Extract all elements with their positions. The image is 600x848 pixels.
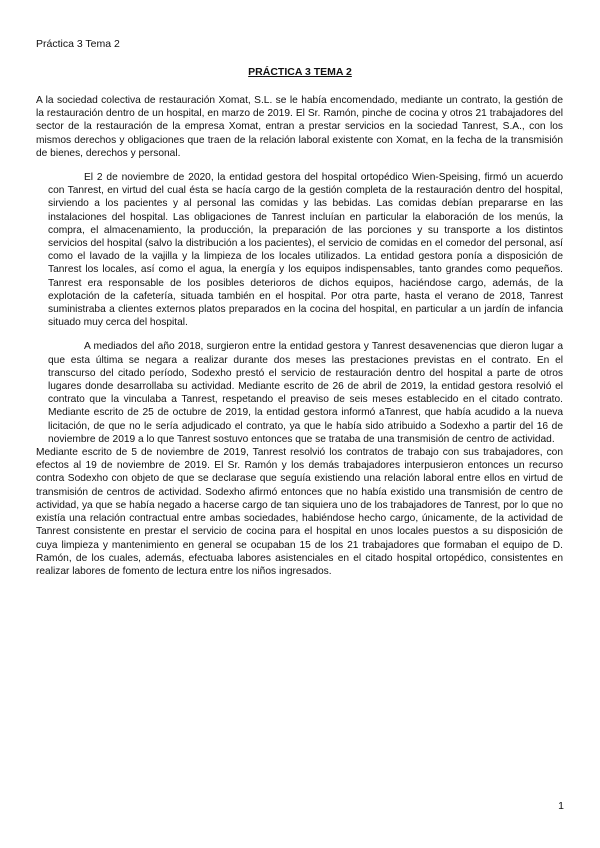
page-header-label: Práctica 3 Tema 2 (36, 38, 120, 50)
paragraph-2: El 2 de noviembre de 2020, la entidad gestora del hospital ortopédico Wien-Speising, firmó un acuerdo con Tanrest, en virtud del cual ésta se hacía cargo de la gestión completa de la restauración dentro del hospital, sirviendo a los pacientes y al personal las comidas y las bebidas. Las comidas debían prepararse en las instalaciones del hospital. Las obligaciones de Tanrest incluían en particular la elaboración de los menús, la compra, el almacenamiento, la producción, la preparación de las porciones y su transporte a los distintos servicios del hospital (salvo la distribución a los pacientes), el servicio de comidas en el comedor del personal, así como el lavado de la vajilla y la limpieza de los locales utilizados. La entidad gestora ponía a disposición de Tanrest los locales, así como el agua, la energía y los equipos indispensables, tanto grandes como pequeños. Tanrest era responsable de los posibles deterioros de dichos equipos, haciéndose cargo, además, de la explotación de la cafetería, situada también en el hospital. Por otra parte, hasta el verano de 2018, Tanrest suministraba a clientes externos platos preparados en la cocina del hospital, en particular a un jardín de infancia situado muy cerca del hospital. (48, 172, 563, 329)
paragraph-4: Mediante escrito de 5 de noviembre de 2019, Tanrest resolvió los contratos de trabajo con sus trabajadores, con efectos al 19 de noviembre de 2019. El Sr. Ramón y los demás trabajadores interpusieron entonces un recurso contra Sodexho con objeto de que se declarase que seguía existiendo una relación laboral entre ellos en virtud de transmisión de centros de actividad. Sodexho afirmó entonces que no había existido una transmisión de centro de actividad, ya que se había negado a hacerse cargo de tan siquiera uno de los trabajadores de Tanrest, por lo que no existía una relación contractual entre ambas sociedades, habiéndose hecho cargo, únicamente, de la actividad de Tanrest consistente en prestar el servicio de cocina para el hospital en unos locales puestos a su disposición de cuya limpieza y mantenimiento en general se ocupaban 15 de los 21 trabajadores que formaban el equipo de D. Ramón, de los cuales, además, efectuaba labores asistenciales en el citado hospital ortopédico, consistentes en realizar labores de fomento de lectura entre los niños ingresados. (36, 447, 563, 577)
paragraph-1: A la sociedad colectiva de restauración Xomat, S.L. se le había encomendado, mediante un contrato, la gestión de la restauración dentro de un hospital, en marzo de 2019. El Sr. Ramón, pinche de cocina y otros 21 trabajadores del sector de la restauración de la empresa Xomat, entran a prestar servicios en la sociedad Tanrest, S.A., con los mismos derechos y obligaciones que traen de la relación laboral existente con Xomat, en la fecha de la transmisión de bienes, derechos y personal. (36, 95, 563, 159)
page-number: 1 (558, 800, 564, 812)
document-body (36, 94, 563, 578)
paragraph-3: A mediados del año 2018, surgieron entre la entidad gestora y Tanrest desavenencias que dieron lugar a que esta última se negara a realizar durante dos meses las prestaciones previstas en el contrato. En el transcurso del citado período, Sodexho prestó el servicio de restauración dentro del hospital a parte de otros lugares donde desarrollaba su actividad. Mediante escrito de 26 de abril de 2019, la entidad gestora resolvió el contrato que la vinculaba a Tanrest, respetando el preaviso de seis meses establecido en el citado contrato. Mediante escrito de 25 de octubre de 2019, la entidad gestora informó aTanrest, que había acudido a la nueva licitación, de que no le sería adjudicado el contrato, ya que le había sido atribuido a Sodexho a partir del 16 de noviembre de 2019 a lo que Tanrest sostuvo entonces que se trataba de una transmisión de centro de actividad. (48, 341, 563, 445)
document-title: PRÁCTICA 3 TEMA 2 (248, 66, 352, 78)
